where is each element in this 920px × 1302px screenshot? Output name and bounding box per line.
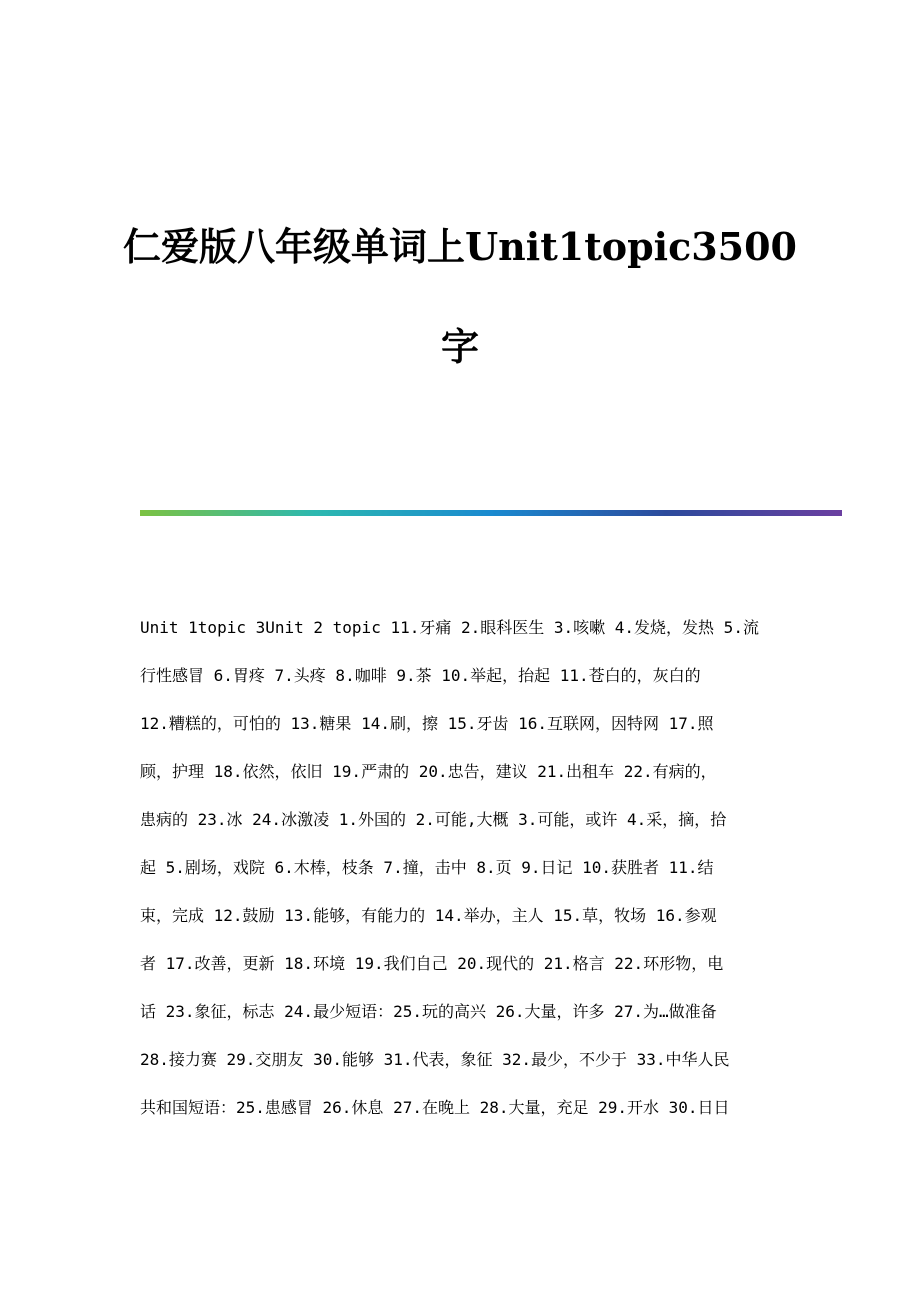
title-line-1: 仁爱版八年级单词上Unit1topic3500	[123, 224, 797, 269]
body-line: 患病的 23.冰 24.冰激凌 1.外国的 2.可能,大概 3.可能，或许 4.采，摘，拾	[140, 810, 727, 829]
body-line: 12.糟糕的，可怕的 13.糖果 14.刷，擦 15.牙齿 16.互联网，因特网 17.照	[140, 714, 714, 733]
body-line: 起 5.剧场，戏院 6.木棒，枝条 7.撞，击中 8.页 9.日记 10.获胜者 11.结	[140, 858, 714, 877]
title-line-2: 字	[440, 324, 479, 369]
body-line: Unit 1topic 3Unit 2 topic 11.牙痛 2.眼科医生 3.咳嗽 4.发烧，发热 5.流	[140, 618, 759, 637]
body-line: 28.接力赛 29.交朋友 30.能够 31.代表，象征 32.最少，不少于 33.中华人民	[140, 1050, 730, 1069]
document-title	[100, 220, 820, 374]
body-line: 者 17.改善，更新 18.环境 19.我们自己 20.现代的 21.格言 22.环形物，电	[140, 954, 724, 973]
body-line: 共和国短语：25.患感冒 26.休息 27.在晚上 28.大量，充足 29.开水 30.日日	[140, 1098, 730, 1117]
body-line: 话 23.象征，标志 24.最少短语：25.玩的高兴 26.大量，许多 27.为…做准备	[140, 1002, 717, 1021]
body-line: 束，完成 12.鼓励 13.能够，有能力的 14.举办，主人 15.草，牧场 16.参观	[140, 906, 717, 925]
body-line: 顾，护理 18.依然，依旧 19.严肃的 20.忠告，建议 21.出租车 22.有病的，	[140, 762, 717, 781]
document-body	[140, 604, 780, 1132]
gradient-divider	[140, 510, 842, 516]
body-line: 行性感冒 6.胃疼 7.头疼 8.咖啡 9.茶 10.举起，抬起 11.苍白的，灰白的	[140, 666, 701, 685]
